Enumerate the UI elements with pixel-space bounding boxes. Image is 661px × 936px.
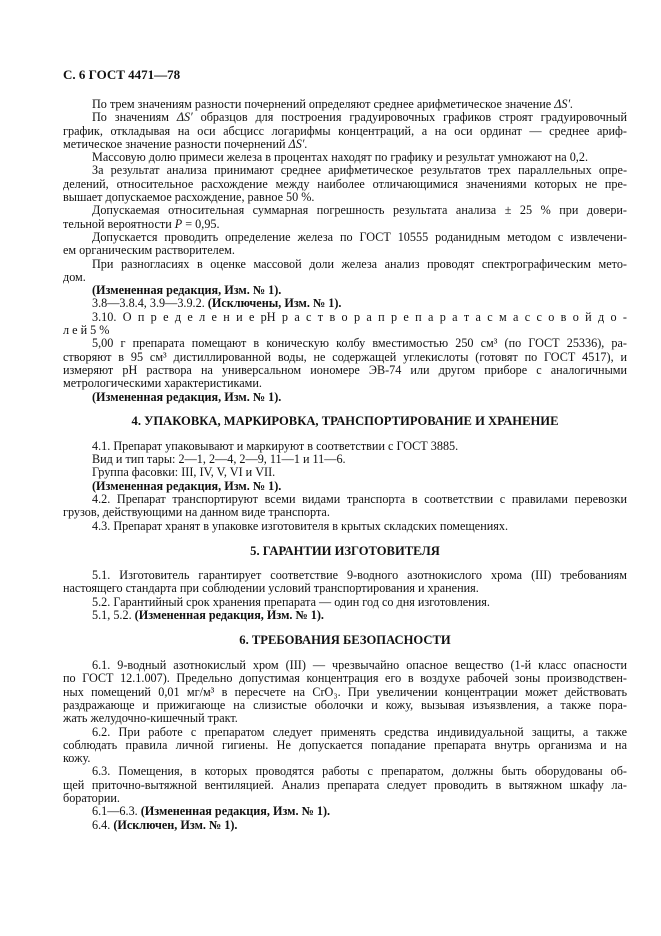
text-line (63, 284, 627, 297)
paragraph (63, 337, 627, 390)
text-line (63, 686, 627, 699)
paragraph (63, 111, 627, 151)
text-line (63, 453, 627, 466)
paragraph (63, 609, 627, 622)
text-segment: По трем значениям разности почернений определяют среднее арифметическое значение (92, 97, 555, 111)
text-segment: 3.8—3.8.4, 3.9—3.9.2. (92, 296, 208, 311)
amendment-note: (Измененная редакция, Изм. № 1). (134, 607, 324, 622)
text-segment: 6.3. Помещения, в которых проводятся работы с препаратом, должны быть оборудованы об- (92, 764, 627, 779)
text-segment: ных помещений 0,01 мг/м³ в пересчете на CrO₃. При увеличении концентрации может действовать (63, 684, 627, 699)
text-line (63, 792, 627, 805)
text-segment: по ГОСТ 12.1.007). Предельно допустимая концентрация его в воздухе рабочей зоны производствен- (63, 671, 627, 686)
text-segment: вышает допускаемое расхождение, равное 50 %. (63, 190, 315, 205)
text-segment: ем органическим растворителем. (63, 243, 235, 258)
paragraph (63, 258, 627, 285)
text-segment: жать желудочно-кишечный тракт. (63, 711, 238, 726)
text-line (63, 659, 627, 672)
text-segment: 6.4. (92, 817, 114, 832)
paragraph (63, 596, 627, 609)
text-segment: грузов, действующими на данном виде транспорта. (63, 505, 330, 520)
text-line (63, 151, 627, 164)
text-line (63, 138, 627, 151)
text-segment: метическое значение разности почернений (63, 136, 289, 151)
paragraph (63, 493, 627, 520)
text-line (63, 672, 627, 685)
text-line (63, 337, 627, 350)
text-line (63, 111, 627, 124)
amendment-note: (Измененная редакция, Изм. № 1). (92, 283, 282, 298)
paragraph (63, 231, 627, 258)
page-header: С. 6 ГОСТ 4471—78 (63, 67, 181, 82)
text-line (63, 258, 627, 271)
text-segment: 6.2. При работе с препаратом следует применять средства индивидуальной защиты, а также (92, 724, 627, 739)
text-line (63, 752, 627, 765)
text-segment: 5.1. Изготовитель гарантирует соответствие 9-водного азотнокислого хрома (III) требованиям (92, 567, 627, 582)
paragraph (63, 164, 627, 204)
amendment-note: (Измененная редакция, Изм. № 1). (92, 389, 282, 404)
amendment-note: (Исключен, Изм. № 1). (113, 817, 238, 832)
text-segment: 6.1. 9-водный азотнокислый хром (III) — чрезвычайно опасное вещество (1-й класс опасности (92, 658, 627, 673)
text-line (63, 244, 627, 257)
text-line (63, 231, 627, 244)
text-segment: ΔS′. (288, 136, 308, 151)
paragraph (63, 659, 627, 725)
text-line (63, 596, 627, 609)
text-line (63, 440, 627, 453)
section-4-body (63, 440, 627, 533)
text-segment: делений, относительное расхождение между наиболее отличающимися значениями которых не пре- (63, 176, 627, 191)
text-segment: створяют в 95 см³ дистиллированной воды, не содержащей углекислоты (готовят по ГОСТ 4517), и (63, 349, 627, 364)
text-line (63, 712, 627, 725)
text-segment: 5.1, 5.2. (92, 607, 135, 622)
amendment-note: (Исключены, Изм. № 1). (207, 296, 342, 311)
text-segment: Вид и тип тары: 2—1, 2—4, 2—9, 11—1 и 11—6. (92, 452, 346, 467)
text-segment: кожу. (63, 751, 91, 766)
text-segment: 6.1—6.3. (92, 804, 141, 819)
text-segment: л е й 5 % (63, 323, 110, 338)
text-segment: ΔS′. (554, 97, 574, 111)
paragraph (63, 726, 627, 766)
section-6-heading: 6. ТРЕБОВАНИЯ БЕЗОПАСНОСТИ (239, 633, 451, 648)
amendment-note: (Измененная редакция, Изм. № 1). (140, 804, 331, 819)
paragraph (63, 765, 627, 805)
text-line (63, 699, 627, 712)
text-line (63, 377, 627, 390)
text-line (63, 765, 627, 778)
text-line (63, 164, 627, 177)
text-segment: Группа фасовки: III, IV, V, VI и VII. (92, 465, 276, 480)
text-line (63, 466, 627, 479)
text-line (63, 271, 627, 284)
section-intro (63, 98, 627, 404)
text-segment: По значениям (92, 110, 177, 125)
text-line (63, 493, 627, 506)
text-line (63, 739, 627, 752)
text-line (63, 125, 627, 138)
text-line (63, 191, 627, 204)
text-line (63, 351, 627, 364)
text-segment: настоящего стандарта при соблюдении условий транспортирования и хранения. (63, 581, 479, 596)
text-segment: раздражающе и прижигающе на слизистые оболочки и кожу, вызывая изъязвления, а также пора- (63, 697, 627, 712)
text-segment: щей приточно-вытяжной вентиляцией. Анализ препарата следует проводить в вытяжном шкафу ла- (63, 777, 627, 792)
paragraph (63, 311, 627, 338)
text-segment: измеряют pH раствора на универсальном иономере ЭВ-74 или другом приборе с аналогичными (63, 362, 627, 377)
text-line (63, 391, 627, 404)
paragraph (63, 151, 627, 164)
paragraph (63, 98, 627, 111)
paragraph (63, 297, 627, 310)
text-line (63, 218, 627, 231)
text-segment: Допускается проводить определение железа по ГОСТ 10555 роданидным методом с извлечени- (92, 229, 627, 244)
text-segment: график, откладывая на оси абсцисс логарифмы концентраций, а на оси ординат — среднее ариф- (63, 123, 627, 138)
text-line (63, 609, 627, 622)
document-page (63, 68, 627, 832)
text-segment: 5,00 г препарата помещают в коническую колбу вместимостью 250 см³ (по ГОСТ 25336), ра- (92, 336, 627, 351)
paragraph (63, 805, 627, 818)
text-line (63, 819, 627, 832)
paragraph (63, 284, 627, 297)
text-line (63, 582, 627, 595)
text-segment: боратории. (63, 791, 120, 806)
text-line (63, 569, 627, 582)
text-segment: = 0,95. (182, 216, 220, 231)
text-segment: P (174, 216, 183, 231)
text-line (63, 297, 627, 310)
text-segment: 4.3. Препарат хранят в упаковке изготовителя в крытых складских помещениях. (92, 518, 509, 533)
text-segment: образцов для построения градуировочных графиков строят градуировочный (192, 110, 627, 125)
text-line (63, 726, 627, 739)
text-segment: 5.2. Гарантийный срок хранения препарата — один год со дня изготовления. (92, 594, 490, 609)
paragraph (63, 466, 627, 479)
paragraph (63, 204, 627, 231)
text-line (63, 520, 627, 533)
text-segment: Массовую долю примеси железа в процентах находят по графику и результат умножают на 0,2. (92, 150, 588, 165)
text-line (63, 480, 627, 493)
text-segment: 4.2. Препарат транспортируют всеми видами транспорта в соответствии с правилами перевозки (92, 492, 627, 507)
text-line (63, 98, 627, 111)
text-segment: 4.1. Препарат упаковывают и маркируют в соответствии с ГОСТ 3885. (92, 438, 459, 453)
text-line (63, 311, 627, 324)
text-line (63, 178, 627, 191)
text-line (63, 506, 627, 519)
text-segment: метрологическими характеристиками. (63, 376, 262, 391)
section-5-heading: 5. ГАРАНТИИ ИЗГОТОВИТЕЛЯ (250, 543, 440, 558)
paragraph (63, 453, 627, 466)
paragraph (63, 480, 627, 493)
text-segment: Допускаемая относительная суммарная погрешность результата анализа ± 25 % при довери- (92, 203, 627, 218)
text-segment: дом. (63, 269, 86, 284)
paragraph (63, 569, 627, 596)
paragraph (63, 819, 627, 832)
text-line (63, 805, 627, 818)
text-segment: 3.10. О п р е д е л е н и е pH р а с т в о р а п р е п а р а т а с м а с с о в о й д о - (92, 309, 627, 324)
text-segment: При разногласиях в оценке массовой доли железа анализ проводят спектрографическим мето- (92, 256, 627, 271)
section-4-heading: 4. УПАКОВКА, МАРКИРОВКА, ТРАНСПОРТИРОВАНИЕ И ХРАНЕНИЕ (131, 413, 559, 428)
paragraph (63, 440, 627, 453)
text-segment: соблюдать правила личной гигиены. Не допускается попадание препарата внутрь организма и на (63, 737, 627, 752)
amendment-note: (Измененная редакция, Изм. № 1). (92, 478, 282, 493)
text-line (63, 324, 627, 337)
paragraph (63, 391, 627, 404)
text-segment: За результат анализа принимают среднее арифметическое результатов трех параллельных опре- (92, 163, 627, 178)
text-line (63, 779, 627, 792)
text-segment: ΔS′ (176, 110, 193, 125)
text-line (63, 364, 627, 377)
paragraph (63, 520, 627, 533)
text-segment: тельной вероятности (63, 216, 175, 231)
text-line (63, 204, 627, 217)
section-6-body (63, 659, 627, 832)
section-5-body (63, 569, 627, 622)
